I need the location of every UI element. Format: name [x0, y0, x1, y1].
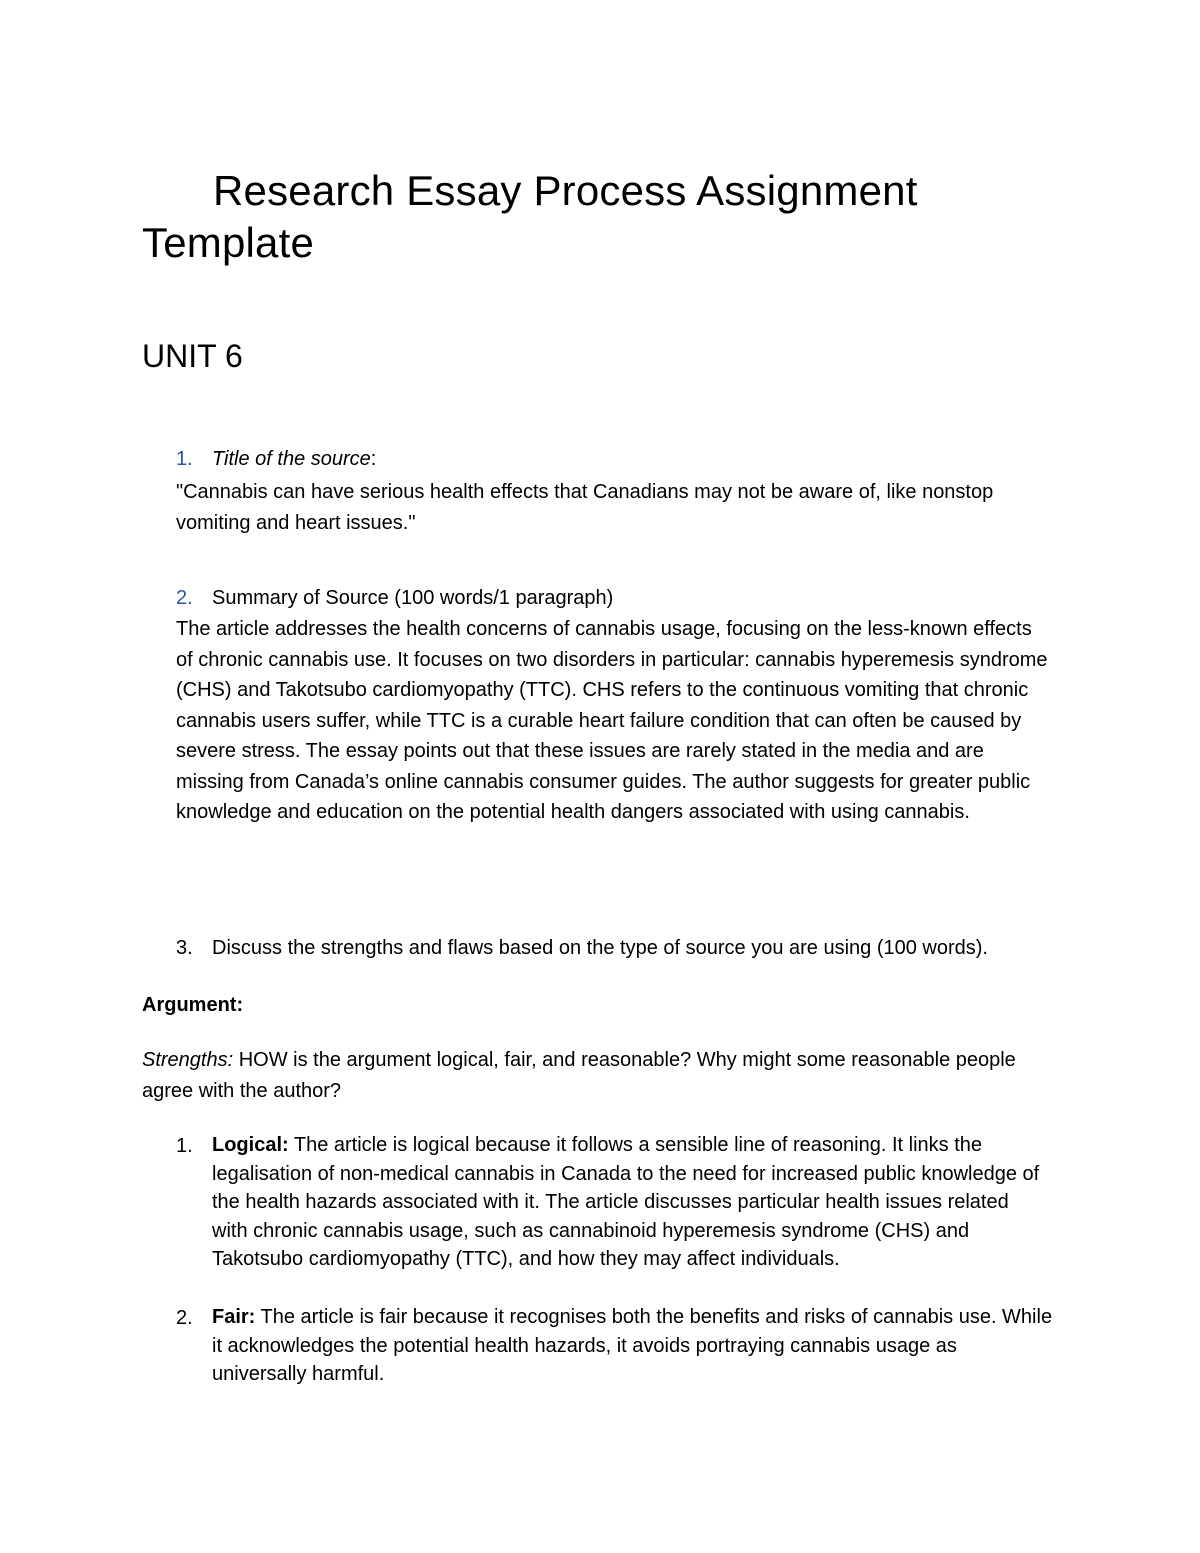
- section-2-heading: Summary of Source (100 words/1 paragraph): [212, 587, 614, 609]
- point-1-number: 1.: [176, 1135, 193, 1157]
- section-2-number: 2.: [176, 587, 193, 609]
- point-2-body: The article is fair because it recognises both the benefits and risks of cannabis use. While it acknowledges the potential health hazards, it avoids portraying cannabis usage as universally harmful.: [212, 1306, 1053, 1385]
- point-1-text: [212, 1131, 1048, 1274]
- section-3-heading: Discuss the strengths and flaws based on the type of source you are using (100 words).: [212, 937, 988, 959]
- point-2-label: Fair:: [212, 1306, 256, 1328]
- argument-heading: [142, 990, 243, 1020]
- point-1-body: The article is logical because it follows a sensible line of reasoning. It links the legalisation of non-medical cannabis in Canada to the need for increased public knowledge of the health hazards associated with it. The article discusses particular health issues related with chronic cannabis usage, such as cannabinoid hyperemesis syndrome (CHS) and Takotsubo cardiomyopathy (TTC), and how they may affect individuals.: [212, 1134, 1040, 1270]
- summary-paragraph: The article addresses the health concerns of cannabis usage, focusing on the less-known effects of chronic cannabis use. It focuses on two disorders in particular: cannabis hyperemesis syndrome (CHS) and Takotsubo cardiomyopathy (TTC). CHS refers to the continuous vomiting that chronic cannabis users suffer, while TTC is a curable heart failure condition that can often be caused by severe stress. The essay points out that these issues are rarely stated in the media and are missing from Canada’s online cannabis consumer guides. The author suggests for greater public knowledge and education on the potential health dangers associated with using cannabis.: [176, 618, 1048, 823]
- point-1-label: Logical:: [212, 1134, 289, 1156]
- section-1-heading: [212, 444, 376, 474]
- section-1-label: Title of the source: [212, 448, 371, 470]
- point-2-number: 2.: [176, 1307, 193, 1329]
- unit-heading: UNIT 6: [142, 338, 243, 374]
- document-title-line-1: Research Essay Process Assignment: [213, 167, 918, 214]
- document-title-line-2: Template: [142, 219, 315, 266]
- argument-heading-text: Argument:: [142, 994, 244, 1016]
- strengths-label: Strengths:: [142, 1049, 234, 1071]
- source-title-text: "Cannabis can have serious health effects that Canadians may not be aware of, like nonstop vomiting and heart issues.": [176, 481, 994, 534]
- section-1-number: 1.: [176, 448, 193, 470]
- point-2-text: [212, 1303, 1056, 1389]
- strengths-paragraph: [142, 1045, 1022, 1106]
- section-3-number: 3.: [176, 937, 193, 959]
- strengths-text: HOW is the argument logical, fair, and reasonable? Why might some reasonable people agree with the author?: [142, 1049, 1016, 1102]
- section-1-colon: :: [370, 448, 377, 470]
